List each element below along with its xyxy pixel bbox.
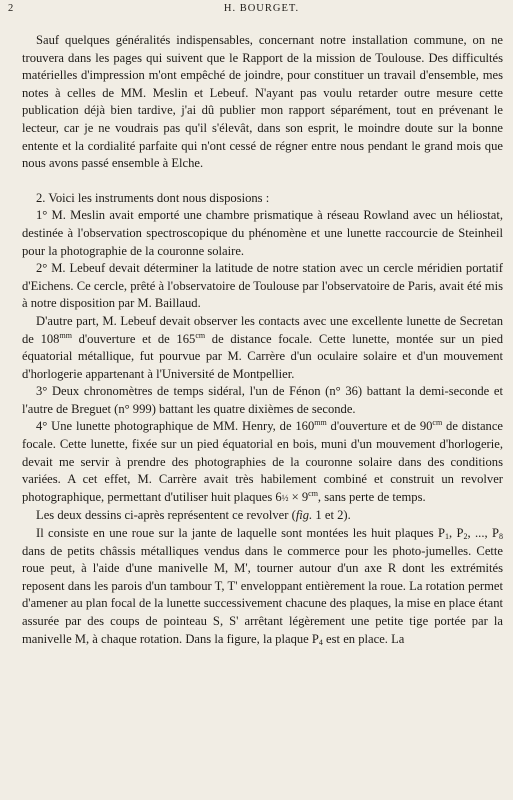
text-run: 1 et 2). — [312, 508, 351, 523]
text-run: d'ouverture et de 165 — [71, 331, 196, 346]
paragraph-roue — [22, 525, 503, 648]
figure-reference: fig. — [295, 508, 313, 523]
unit-sup: mm — [314, 418, 327, 428]
subscript: 1 — [444, 532, 449, 542]
paragraph-chronometres: 3° Deux chronomètres de temps sidéral, l'un de Fénon (n° 36) battant la demi-seconde et l'autre de Breguet (n° 999) battant les quatre dixièmes de seconde. — [22, 384, 503, 416]
text-run: Il consiste en une roue sur la jante de laquelle sont montées les huit plaques P — [36, 526, 445, 541]
paragraph-meslin: 1° M. Meslin avait emporté une chambre prismatique à réseau Rowland avec un héliostat, destinée à l'observation spectroscopique du phénomène et une lunette raccourcie de Steinheil pour la photographie de la couronne solaire. — [22, 208, 503, 258]
running-header — [8, 3, 501, 17]
subscript: 2 — [463, 532, 468, 542]
text-run: , ..., P — [467, 526, 499, 541]
fraction: ½ — [281, 492, 289, 503]
text-run: , P — [448, 526, 464, 541]
paragraph-lebeuf-lunette — [22, 313, 503, 383]
body-text — [22, 32, 503, 648]
running-title: H. BOURGET. — [223, 3, 300, 14]
paragraph-instruments-heading: 2. Voici les instruments dont nous disposions : — [36, 190, 270, 205]
subscript: 4 — [318, 637, 323, 647]
text-run: Les deux dessins ci-après représentent ce revolver ( — [36, 508, 296, 523]
text-run: , sans perte de temps. — [317, 489, 426, 504]
text-run: de distance focale. Cette lunette, montée sur un pied équatorial métallique, fut pourvue par M. Carrère d'un oculaire solaire et d'un mouvement d'horlogerie appartenant à l'Université de Montpellier. — [22, 331, 504, 381]
text-run: D'autre part, M. Lebeuf devait observer les contacts avec une excellente lunette de Secretan de 108 — [22, 313, 503, 346]
unit-sup: cm — [308, 488, 318, 498]
text-run: × 9 — [288, 489, 309, 504]
text-run: dans de petits châssis métalliques vendus dans le commerce pour les photo-jumelles. Cette roue peut, à l'aide d'une manivelle M, M', tourner autour d'un axe R dont les extrémités reposent dans les parois d'un tambour T, T' enveloppant entièrement la roue. La rotation permet d'amener au plan focal de la lunette successivement chacune des plaques, la mise en place étant assurée par des coups de pointeau S, S' arrêtant légèrement une petite tige portée par la manivelle M, à chaque rotation. Dans la figure, la plaque P — [22, 543, 503, 646]
text-run: 4° Une lunette photographique de MM. Henry, de 160 — [36, 419, 315, 434]
unit-sup: cm — [432, 418, 443, 428]
paragraph-lebeuf-cercle: 2° M. Lebeuf devait déterminer la latitude de notre station avec un cercle méridien portatif d'Eichens. Ce cercle, prêté à l'observatoire de Toulouse par l'observatoire de Paris, avait été mis à notre disposition par M. Baillaud. — [22, 261, 503, 311]
paragraph-henry — [22, 418, 503, 507]
page-number: 2 — [8, 3, 14, 14]
unit-sup: cm — [195, 330, 206, 340]
paragraph-intro: Sauf quelques généralités indispensables, concernant notre installation commune, on ne trouvera dans les pages qui suivent que le Rapport de la mission de Toulouse. Des difficultés matérielles d'impression m'ont empêché de joindre, pour constituer un travail d'ensemble, mes notes à celles de MM. Meslin et Lebeuf. N'ayant pas voulu retarder outre mesure cette publication déjà bien tardive, j'ai dû publier mon rapport séparément, tout en prévenant le lecteur, car je ne voudrais pas qu'il s'élevât, dans son esprit, le moindre doute sur la bonne entente et la cordialité parfaite qui n'ont cessé de régner entre nous pendant le grand mois que nous avons passé ensemble à Elche. — [22, 33, 503, 171]
text-run: d'ouverture et de 90 — [326, 419, 433, 434]
unit-sup: mm — [59, 330, 72, 340]
subscript: 8 — [498, 532, 503, 542]
paragraph-dessins — [22, 507, 503, 525]
text-run: de distance focale. Cette lunette, fixée sur un pied équatorial en bois, muni d'un mouvement d'horlogerie, devait me servir à prendre des photographies de la couronne solaire dans des conditions variées. A cet effet, M. Carrère avait très habilement combiné et construit un revolver photographique, permettant d'utiliser huit plaques 6 — [22, 419, 504, 504]
text-run: est en place. La — [322, 631, 405, 646]
